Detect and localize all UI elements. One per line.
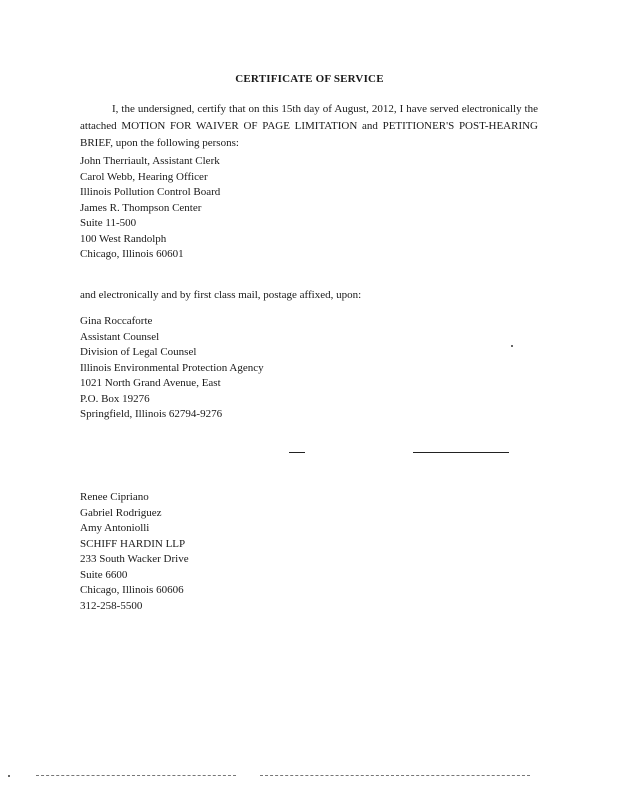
address-line: Chicago, Illinois 60601 bbox=[80, 248, 184, 260]
address-line: James R. Thompson Center bbox=[80, 201, 202, 214]
address-line: 100 West Randolph bbox=[80, 232, 167, 245]
address-line: Gina Roccaforte bbox=[80, 315, 153, 327]
scan-speck bbox=[511, 345, 513, 347]
address-line: Suite 6600 bbox=[80, 568, 128, 581]
address-line: Carol Webb, Hearing Officer bbox=[80, 170, 208, 183]
signature-line-left bbox=[289, 452, 305, 453]
service-method-statement: and electronically and by first class mail, postage affixed, upon: bbox=[80, 289, 362, 301]
recipient-block-1 bbox=[80, 154, 220, 263]
address-line: Amy Antoniolli bbox=[80, 522, 150, 534]
address-line: 312-258-5500 bbox=[80, 599, 143, 612]
address-line: Suite 11-500 bbox=[80, 217, 137, 229]
address-line: SCHIFF HARDIN LLP bbox=[80, 537, 186, 550]
address-line: Illinois Environmental Protection Agency bbox=[80, 361, 264, 374]
recipient-block-2 bbox=[80, 314, 264, 423]
scan-footer-line bbox=[36, 775, 236, 776]
certificate-title: CERTIFICATE OF SERVICE bbox=[235, 73, 384, 85]
scan-speck bbox=[8, 775, 10, 777]
address-line: Chicago, Illinois 60606 bbox=[80, 584, 184, 596]
service-statement: I, the undersigned, certify that on this 15th day of August, 2012, I have served electronically the attached MOTION FOR WAIVER OF PAGE LIMITATION and PETITIONER'S POST-HEARING BRIEF, upon the following persons: bbox=[80, 103, 538, 149]
address-line: Illinois Pollution Control Board bbox=[80, 186, 221, 198]
address-line: Division of Legal Counsel bbox=[80, 346, 197, 358]
address-line: John Therriault, Assistant Clerk bbox=[80, 155, 220, 167]
address-line: Renee Cipriano bbox=[80, 491, 149, 503]
address-line: 1021 North Grand Avenue, East bbox=[80, 377, 221, 389]
address-line: Assistant Counsel bbox=[80, 330, 160, 343]
address-line: 233 South Wacker Drive bbox=[80, 553, 189, 565]
address-line: P.O. Box 19276 bbox=[80, 392, 150, 405]
signature-line bbox=[413, 452, 509, 453]
sender-block bbox=[80, 490, 189, 614]
scan-footer-line bbox=[260, 775, 530, 776]
address-line: Gabriel Rodriguez bbox=[80, 506, 162, 519]
address-line: Springfield, Illinois 62794-9276 bbox=[80, 408, 223, 420]
